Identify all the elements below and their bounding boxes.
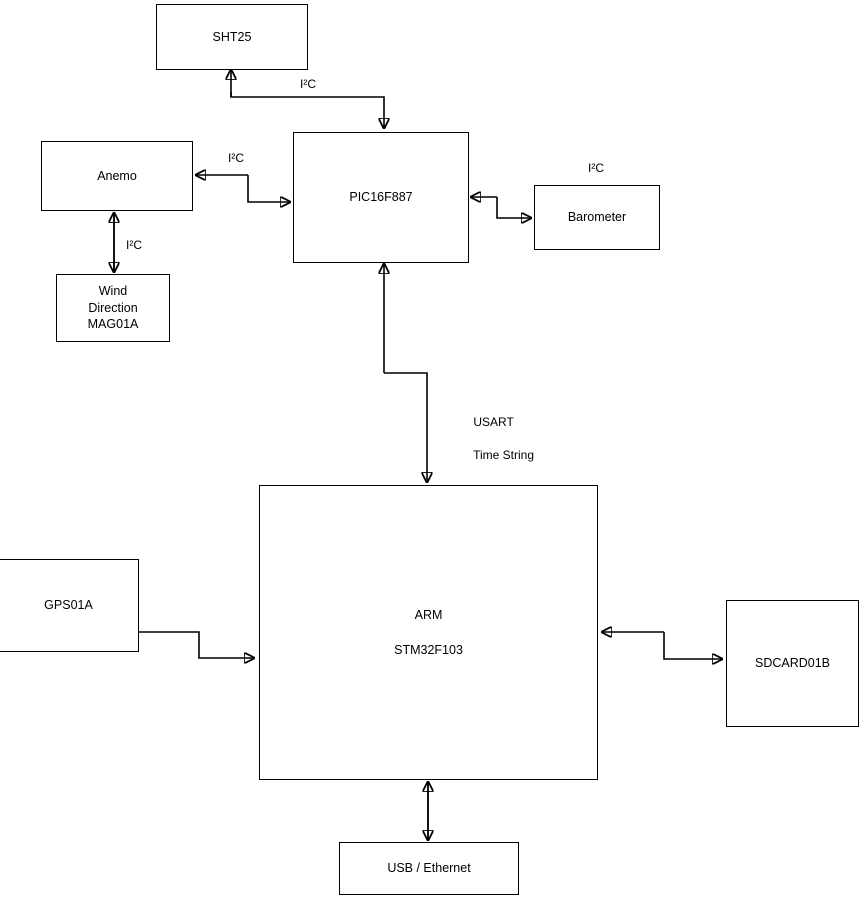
edge-label-usart: [460, 397, 534, 481]
node-wind-direction-label-2: Direction: [88, 300, 138, 315]
node-sht25[interactable]: [156, 4, 308, 70]
node-pic16f887[interactable]: [293, 132, 469, 263]
node-sdcard01b[interactable]: [726, 600, 859, 727]
node-pic16f887-label: PIC16F887: [349, 190, 413, 205]
node-arm-label: ARM: [414, 607, 443, 622]
wire-pic-to-barometer: [497, 197, 531, 218]
node-wind-direction[interactable]: [56, 274, 170, 342]
edge-label-i2c-wind: I²C: [126, 238, 142, 252]
node-sdcard01b-label: SDCARD01B: [754, 656, 831, 671]
wire-anemo-to-pic: [248, 175, 290, 202]
node-anemo[interactable]: [41, 141, 193, 211]
edge-label-usart-line-1: USART: [473, 414, 514, 429]
node-usb-ethernet[interactable]: [339, 842, 519, 895]
node-sht25-label: SHT25: [212, 29, 252, 44]
edge-label-usart-line-2: Time String: [473, 448, 535, 463]
edge-label-i2c-anemo: I²C: [228, 151, 244, 165]
node-barometer-label: Barometer: [567, 210, 627, 225]
edge-label-i2c-barometer: I²C: [588, 161, 604, 175]
wire-pic-sht25-elbow: [231, 92, 384, 128]
node-anemo-label: Anemo: [97, 168, 137, 183]
node-gps01a-label: GPS01A: [44, 598, 93, 613]
node-usb-ethernet-label: USB / Ethernet: [387, 861, 471, 876]
node-barometer[interactable]: [534, 185, 660, 250]
wire-arm-to-sdcard: [664, 632, 722, 659]
node-stm32f103-label: STM32F103: [394, 642, 463, 657]
wire-pic-to-arm: [384, 373, 427, 482]
edge-label-i2c-sht25: I²C: [300, 77, 316, 91]
wire-gps-to-arm: [139, 632, 254, 658]
node-arm-stm32f103[interactable]: [259, 485, 598, 780]
node-wind-direction-label-1: Wind: [98, 283, 128, 298]
node-gps01a[interactable]: [0, 559, 139, 652]
node-wind-direction-label-3: MAG01A: [87, 317, 139, 332]
